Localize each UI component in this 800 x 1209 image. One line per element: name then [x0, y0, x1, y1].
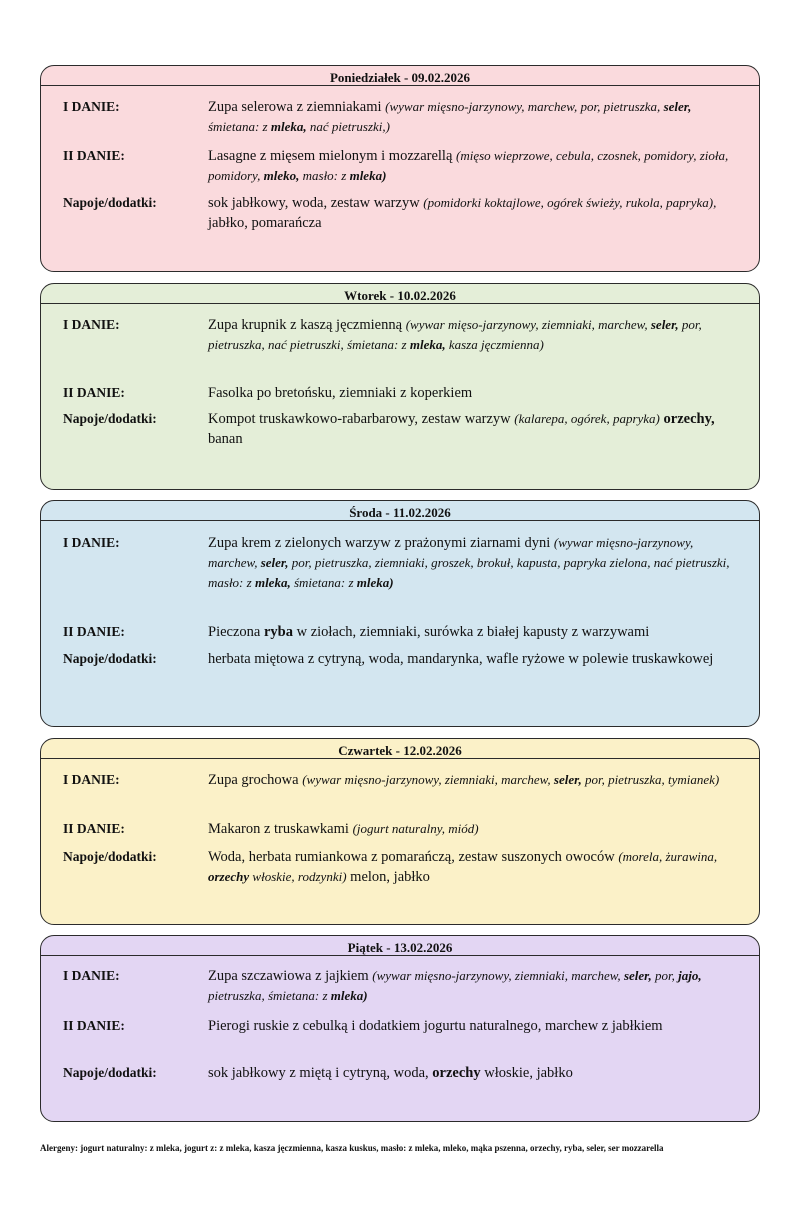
second-course-text: [208, 1016, 735, 1036]
allergen-text: orzechy,: [663, 411, 715, 427]
allergen-text: jajo,: [678, 968, 702, 983]
drinks-label: Napoje/dodatki:: [63, 411, 157, 426]
ingredients-text: pietruszka, śmietana: z: [208, 988, 331, 1003]
day-card-monday: [40, 65, 760, 272]
ingredients-text: masło: z: [299, 168, 350, 183]
first-course-label: I DANIE:: [63, 99, 120, 114]
allergen-text: orzechy: [208, 869, 250, 884]
allergen-text: mleka,: [409, 337, 446, 352]
drinks-label: Napoje/dodatki:: [63, 195, 157, 210]
dish-text: melon, jabłko: [346, 869, 430, 885]
dish-text: Lasagne z mięsem mielonym i mozzarellą: [208, 148, 457, 164]
allergen-text: mleko,: [263, 168, 300, 183]
first-course-text: [208, 533, 735, 593]
ingredients-text: (kalarepa, ogórek, papryka): [514, 411, 660, 426]
allergen-text: seler,: [260, 555, 289, 570]
dish-text: Zupa krupnik z kaszą jęczmienną: [208, 317, 406, 333]
drinks-text: [208, 847, 735, 887]
drinks-label: Napoje/dodatki:: [63, 849, 157, 864]
allergen-text: seler,: [553, 772, 582, 787]
allergens-note: Alergeny: jogurt naturalny: z mleka, jogurt z: z mleka, kasza jęczmienna, kasza kuskus, masło: z mleka, mleko, mąka pszenna, orzechy, ryba, seler, ser mozzarella: [40, 1143, 664, 1153]
dish-text: Makaron z truskawkami: [208, 821, 353, 837]
dish-text: sok jabłkowy z miętą i cytryną, woda,: [208, 1065, 433, 1081]
dish-text: Pierogi ruskie z cebulką i dodatkiem jogurtu naturalnego, marchew z jabłkiem: [208, 1018, 663, 1034]
dish-text: Pieczona: [208, 624, 264, 640]
day-card-tuesday: [40, 283, 760, 490]
drinks-label: Napoje/dodatki:: [63, 1065, 157, 1080]
allergen-text: mleka,: [270, 119, 307, 134]
ingredients-text: (morela, żurawina,: [618, 849, 718, 864]
ingredients-text: (wywar mięsno-jarzynowy, marchew, por, pietruszka,: [385, 99, 664, 114]
ingredients-text: śmietana: z: [208, 119, 271, 134]
day-title: Poniedziałek - 09.02.2026: [41, 66, 759, 86]
day-title: Środa - 11.02.2026: [41, 501, 759, 521]
dish-text: sok jabłkowy, woda, zestaw warzyw: [208, 195, 424, 211]
allergen-text: mleka): [349, 168, 387, 183]
ingredients-text: (wywar mięsno-jarzynowy, marchew,: [208, 535, 694, 570]
allergen-text: seler,: [623, 968, 652, 983]
allergen-text: seler,: [650, 317, 679, 332]
first-course-label: I DANIE:: [63, 772, 120, 787]
ingredients-text: (wywar mięsno-jarzynowy, ziemniaki, marchew,: [372, 968, 624, 983]
ingredients-text: (jogurt naturalny, miód): [352, 821, 479, 836]
drinks-text: [208, 193, 735, 233]
drinks-text: [208, 409, 735, 449]
second-course-label: II DANIE:: [63, 385, 125, 400]
allergen-text: ryba: [263, 624, 293, 640]
ingredients-text: por, pietruszka, tymianek): [581, 772, 720, 787]
dish-text: Zupa selerowa z ziemniakami: [208, 99, 386, 115]
dish-text: Zupa krem z zielonych warzyw z prażonymi ziarnami dyni: [208, 535, 554, 551]
day-title: Czwartek - 12.02.2026: [41, 739, 759, 759]
second-course-label: II DANIE:: [63, 821, 125, 836]
second-course-text: [208, 146, 735, 186]
allergen-text: orzechy: [432, 1065, 481, 1081]
drinks-label: Napoje/dodatki:: [63, 651, 157, 666]
dish-text: Woda, herbata rumiankowa z pomarańczą, zestaw suszonych owoców: [208, 849, 619, 865]
ingredients-text: nać pietruszki,): [306, 119, 390, 134]
dish-text: banan: [208, 431, 243, 447]
day-title: Wtorek - 10.02.2026: [41, 284, 759, 304]
second-course-label: II DANIE:: [63, 624, 125, 639]
dish-text: włoskie, jabłko: [480, 1065, 573, 1081]
ingredients-text: por, pietruszka, ziemniaki, groszek, brokuł, kapusta, papryka zielona, nać pietruszki, masło: z: [208, 555, 730, 590]
ingredients-text: (pomidorki koktajlowe, ogórek świeży, rukola, papryka),: [423, 195, 717, 210]
day-card-thursday: [40, 738, 760, 925]
first-course-label: I DANIE:: [63, 968, 120, 983]
day-title: Piątek - 13.02.2026: [41, 936, 759, 956]
allergen-text: mleka): [356, 575, 394, 590]
day-card-wednesday: [40, 500, 760, 727]
day-card-friday: [40, 935, 760, 1122]
ingredients-text: (mięso wieprzowe, cebula, czosnek, pomidory, zioła, pomidory,: [208, 148, 729, 183]
dish-text: Zupa grochowa: [208, 772, 303, 788]
ingredients-text: por, pietruszka, nać pietruszki, śmietana: z: [208, 317, 702, 352]
first-course-text: [208, 966, 735, 1006]
ingredients-text: por,: [651, 968, 679, 983]
ingredients-text: kasza jęczmienna): [445, 337, 544, 352]
dish-text: Kompot truskawkowo-rabarbarowy, zestaw warzyw: [208, 411, 515, 427]
ingredients-text: (wywar mięsno-jarzynowy, ziemniaki, marchew,: [302, 772, 554, 787]
first-course-label: I DANIE:: [63, 317, 120, 332]
ingredients-text: włoskie, rodzynki): [249, 869, 347, 884]
first-course-text: [208, 770, 735, 790]
first-course-text: [208, 315, 735, 355]
allergen-text: seler,: [663, 99, 692, 114]
drinks-text: [208, 1063, 735, 1083]
dish-text: jabłko, pomarańcza: [208, 215, 322, 231]
second-course-text: [208, 819, 735, 839]
ingredients-text: śmietana: z: [290, 575, 357, 590]
dish-text: herbata miętowa z cytryną, woda, mandarynka, wafle ryżowe w polewie truskawkowej: [208, 651, 714, 667]
second-course-text: [208, 383, 735, 403]
dish-text: Zupa szczawiowa z jajkiem: [208, 968, 373, 984]
first-course-label: I DANIE:: [63, 535, 120, 550]
second-course-label: II DANIE:: [63, 1018, 125, 1033]
first-course-text: [208, 97, 735, 137]
second-course-text: [208, 622, 735, 642]
dish-text: Fasolka po bretońsku, ziemniaki z koperkiem: [208, 385, 473, 401]
allergen-text: mleka): [330, 988, 368, 1003]
allergen-text: mleka,: [254, 575, 291, 590]
dish-text: w ziołach, ziemniaki, surówka z białej kapusty z warzywami: [292, 624, 650, 640]
drinks-text: [208, 649, 735, 669]
ingredients-text: (wywar mięso-jarzynowy, ziemniaki, marchew,: [405, 317, 651, 332]
second-course-label: II DANIE:: [63, 148, 125, 163]
